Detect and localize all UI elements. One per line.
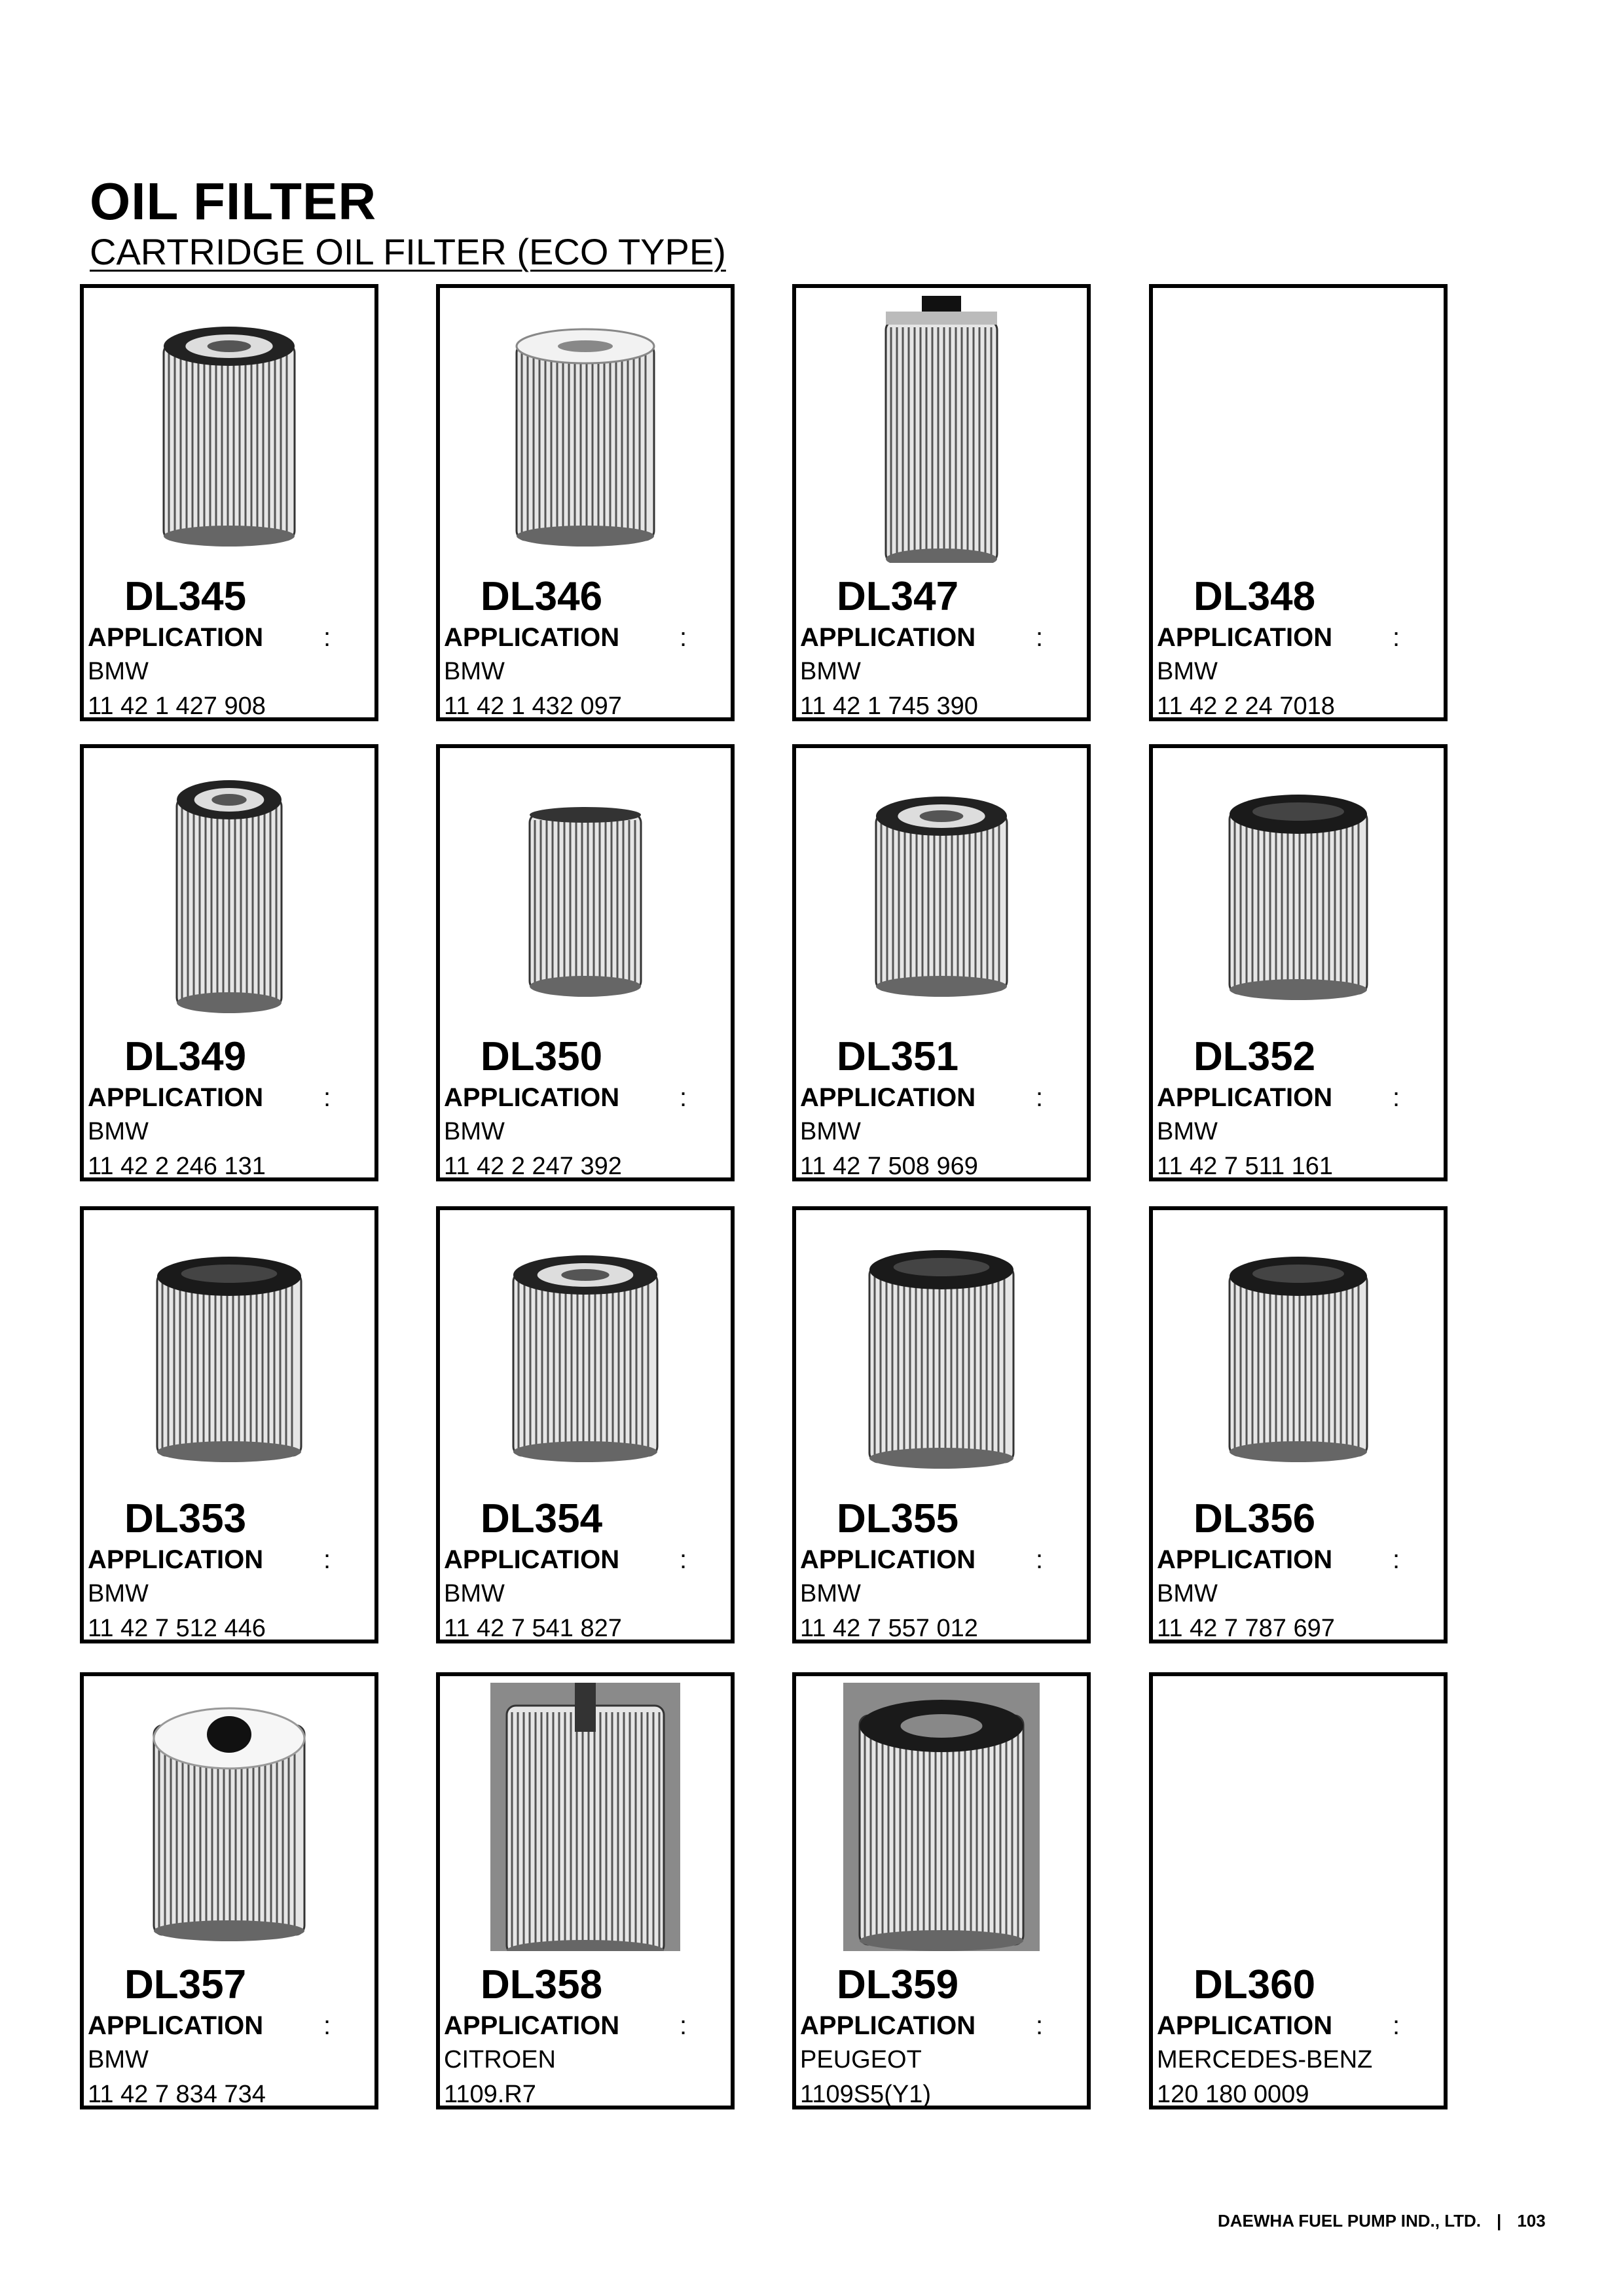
oem-number: 11 42 7 511 161 — [1157, 1153, 1334, 1180]
application-colon: : — [1036, 2011, 1044, 2040]
application-colon: : — [323, 1545, 331, 1574]
product-code: DL360 — [1194, 1962, 1316, 2007]
application-colon: : — [680, 1545, 687, 1574]
vehicle-brand: BMW — [444, 1580, 505, 1607]
product-image — [84, 1210, 374, 1492]
application-colon: : — [1393, 623, 1400, 652]
application-colon: : — [1393, 1545, 1400, 1574]
application-label: APPLICATION — [800, 1545, 976, 1574]
product-card — [1149, 284, 1448, 721]
application-label: APPLICATION — [444, 1545, 620, 1574]
product-card — [436, 284, 735, 721]
product-image — [84, 748, 374, 1030]
vehicle-brand: BMW — [800, 1580, 861, 1607]
footer-company: DAEWHA FUEL PUMP IND., LTD. — [1218, 2211, 1482, 2231]
application-label: APPLICATION — [444, 1083, 620, 1112]
footer-page-number: 103 — [1517, 2211, 1546, 2231]
vehicle-brand: BMW — [800, 1118, 861, 1145]
vehicle-brand: MERCEDES-BENZ — [1157, 2046, 1373, 2073]
vehicle-brand: BMW — [1157, 1580, 1218, 1607]
product-image — [440, 748, 731, 1030]
application-colon: : — [323, 623, 331, 652]
product-image — [440, 1210, 731, 1492]
product-code: DL352 — [1194, 1034, 1316, 1079]
product-code: DL359 — [837, 1962, 959, 2007]
product-image — [796, 1210, 1087, 1492]
vehicle-brand: BMW — [88, 658, 149, 685]
product-image — [84, 1676, 374, 1958]
oem-number: 1109.R7 — [444, 2081, 536, 2108]
application-label: APPLICATION — [88, 623, 264, 652]
oem-number: 11 42 7 508 969 — [800, 1153, 978, 1180]
product-card — [80, 1672, 378, 2109]
product-card — [1149, 1672, 1448, 2109]
application-colon: : — [323, 2011, 331, 2040]
application-label: APPLICATION — [88, 1083, 264, 1112]
product-code: DL353 — [124, 1496, 247, 1541]
product-code: DL351 — [837, 1034, 959, 1079]
application-colon: : — [1393, 1083, 1400, 1112]
product-card — [436, 1672, 735, 2109]
oem-number: 120 180 0009 — [1157, 2081, 1309, 2108]
application-colon: : — [323, 1083, 331, 1112]
product-card — [436, 1206, 735, 1643]
application-label: APPLICATION — [88, 2011, 264, 2040]
product-image — [796, 1676, 1087, 1958]
product-code: DL350 — [481, 1034, 603, 1079]
application-label: APPLICATION — [1157, 1545, 1333, 1574]
oem-number: 11 42 7 541 827 — [444, 1615, 622, 1642]
product-card — [436, 744, 735, 1181]
product-image — [1153, 288, 1444, 569]
product-card — [80, 1206, 378, 1643]
vehicle-brand: BMW — [88, 1580, 149, 1607]
product-code: DL349 — [124, 1034, 247, 1079]
application-label: APPLICATION — [444, 623, 620, 652]
vehicle-brand: BMW — [444, 1118, 505, 1145]
oem-number: 11 42 2 24 7018 — [1157, 692, 1335, 720]
oem-number: 11 42 7 512 446 — [88, 1615, 266, 1642]
application-label: APPLICATION — [444, 2011, 620, 2040]
oem-number: 11 42 2 247 392 — [444, 1153, 622, 1180]
page-title: OIL FILTER — [90, 172, 377, 230]
product-code: DL358 — [481, 1962, 603, 2007]
vehicle-brand: BMW — [88, 2046, 149, 2073]
product-code: DL345 — [124, 574, 247, 619]
vehicle-brand: BMW — [800, 658, 861, 685]
product-card — [80, 284, 378, 721]
application-colon: : — [680, 2011, 687, 2040]
vehicle-brand: BMW — [444, 658, 505, 685]
product-image — [1153, 1676, 1444, 1958]
application-label: APPLICATION — [800, 623, 976, 652]
application-colon: : — [680, 623, 687, 652]
vehicle-brand: BMW — [88, 1118, 149, 1145]
product-card — [792, 1672, 1091, 2109]
product-code: DL355 — [837, 1496, 959, 1541]
product-image — [440, 1676, 731, 1958]
oem-number: 11 42 7 787 697 — [1157, 1615, 1335, 1642]
application-colon: : — [1036, 1545, 1044, 1574]
application-colon: : — [1393, 2011, 1400, 2040]
application-colon: : — [1036, 1083, 1044, 1112]
application-colon: : — [680, 1083, 687, 1112]
product-image — [1153, 1210, 1444, 1492]
vehicle-brand: PEUGEOT — [800, 2046, 922, 2073]
application-label: APPLICATION — [88, 1545, 264, 1574]
product-card — [792, 744, 1091, 1181]
footer-separator: | — [1497, 2211, 1502, 2231]
page-footer — [1218, 2211, 1546, 2231]
vehicle-brand: BMW — [1157, 658, 1218, 685]
product-image — [1153, 748, 1444, 1030]
product-code: DL348 — [1194, 574, 1316, 619]
product-card — [1149, 744, 1448, 1181]
oem-number: 11 42 2 246 131 — [88, 1153, 266, 1180]
application-colon: : — [1036, 623, 1044, 652]
vehicle-brand: CITROEN — [444, 2046, 556, 2073]
oem-number: 11 42 1 432 097 — [444, 692, 622, 720]
product-code: DL357 — [124, 1962, 247, 2007]
product-code: DL354 — [481, 1496, 603, 1541]
oem-number: 1109S5(Y1) — [800, 2081, 931, 2108]
vehicle-brand: BMW — [1157, 1118, 1218, 1145]
product-card — [792, 284, 1091, 721]
product-image — [796, 748, 1087, 1030]
product-code: DL346 — [481, 574, 603, 619]
product-card — [792, 1206, 1091, 1643]
application-label: APPLICATION — [1157, 2011, 1333, 2040]
product-image — [440, 288, 731, 569]
page-subtitle: CARTRIDGE OIL FILTER (ECO TYPE) — [90, 231, 726, 272]
product-card — [80, 744, 378, 1181]
product-image — [84, 288, 374, 569]
product-code: DL347 — [837, 574, 959, 619]
oem-number: 11 42 1 745 390 — [800, 692, 978, 720]
application-label: APPLICATION — [1157, 623, 1333, 652]
oem-number: 11 42 7 557 012 — [800, 1615, 978, 1642]
application-label: APPLICATION — [1157, 1083, 1333, 1112]
application-label: APPLICATION — [800, 2011, 976, 2040]
application-label: APPLICATION — [800, 1083, 976, 1112]
product-image — [796, 288, 1087, 569]
product-code: DL356 — [1194, 1496, 1316, 1541]
product-card — [1149, 1206, 1448, 1643]
oem-number: 11 42 1 427 908 — [88, 692, 266, 720]
oem-number: 11 42 7 834 734 — [88, 2081, 266, 2108]
